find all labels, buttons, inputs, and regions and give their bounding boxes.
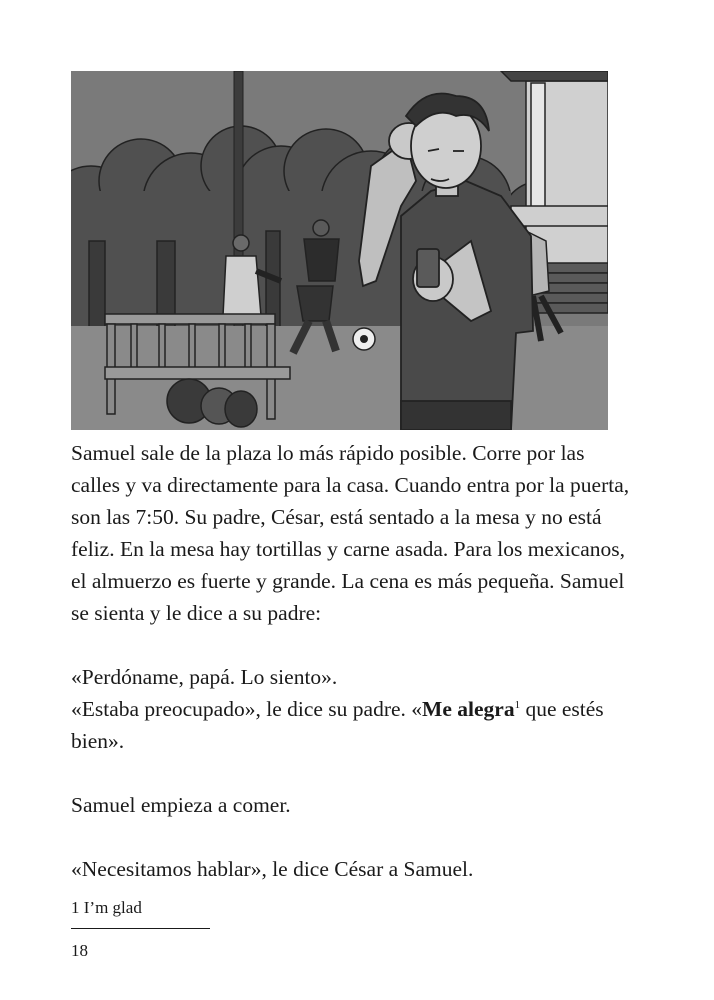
paragraph: «Necesitamos hablar», le dice César a Samuel. xyxy=(71,857,474,881)
dialog-text: «Estaba preocupado», le dice su padre. « xyxy=(71,697,423,721)
vocab-term: Me alegra xyxy=(422,697,515,721)
paragraph: Samuel sale de la plaza lo más rápido posible. Corre por las calles y va directamente para la casa. Cuando entra por la puerta, son las 7:50. Su padre, César, está sentado a la mesa y no está feliz. En la mesa hay tortillas y carne asada. Para los mexicanos, el almuerzo es fuerte y grande. La cena es más pequeña. Samuel se sienta y le dice a su padre: xyxy=(71,441,630,625)
footnote-marker: 1 xyxy=(514,698,521,711)
page-number: 18 xyxy=(71,941,88,960)
footnote-divider xyxy=(71,928,210,929)
soccer-ball-icon xyxy=(353,328,375,350)
story-text xyxy=(71,437,631,885)
dialog-line xyxy=(71,693,631,757)
paragraph: Samuel empieza a comer. xyxy=(71,793,291,817)
phone-icon xyxy=(417,249,439,287)
dialog-line: «Perdóname, papá. Lo siento». xyxy=(71,665,338,689)
footnote: 1 I’m glad xyxy=(71,898,142,917)
dialog-text: que estés bien». xyxy=(71,697,604,753)
scene-illustration xyxy=(71,71,608,430)
dialog-block xyxy=(71,661,631,757)
